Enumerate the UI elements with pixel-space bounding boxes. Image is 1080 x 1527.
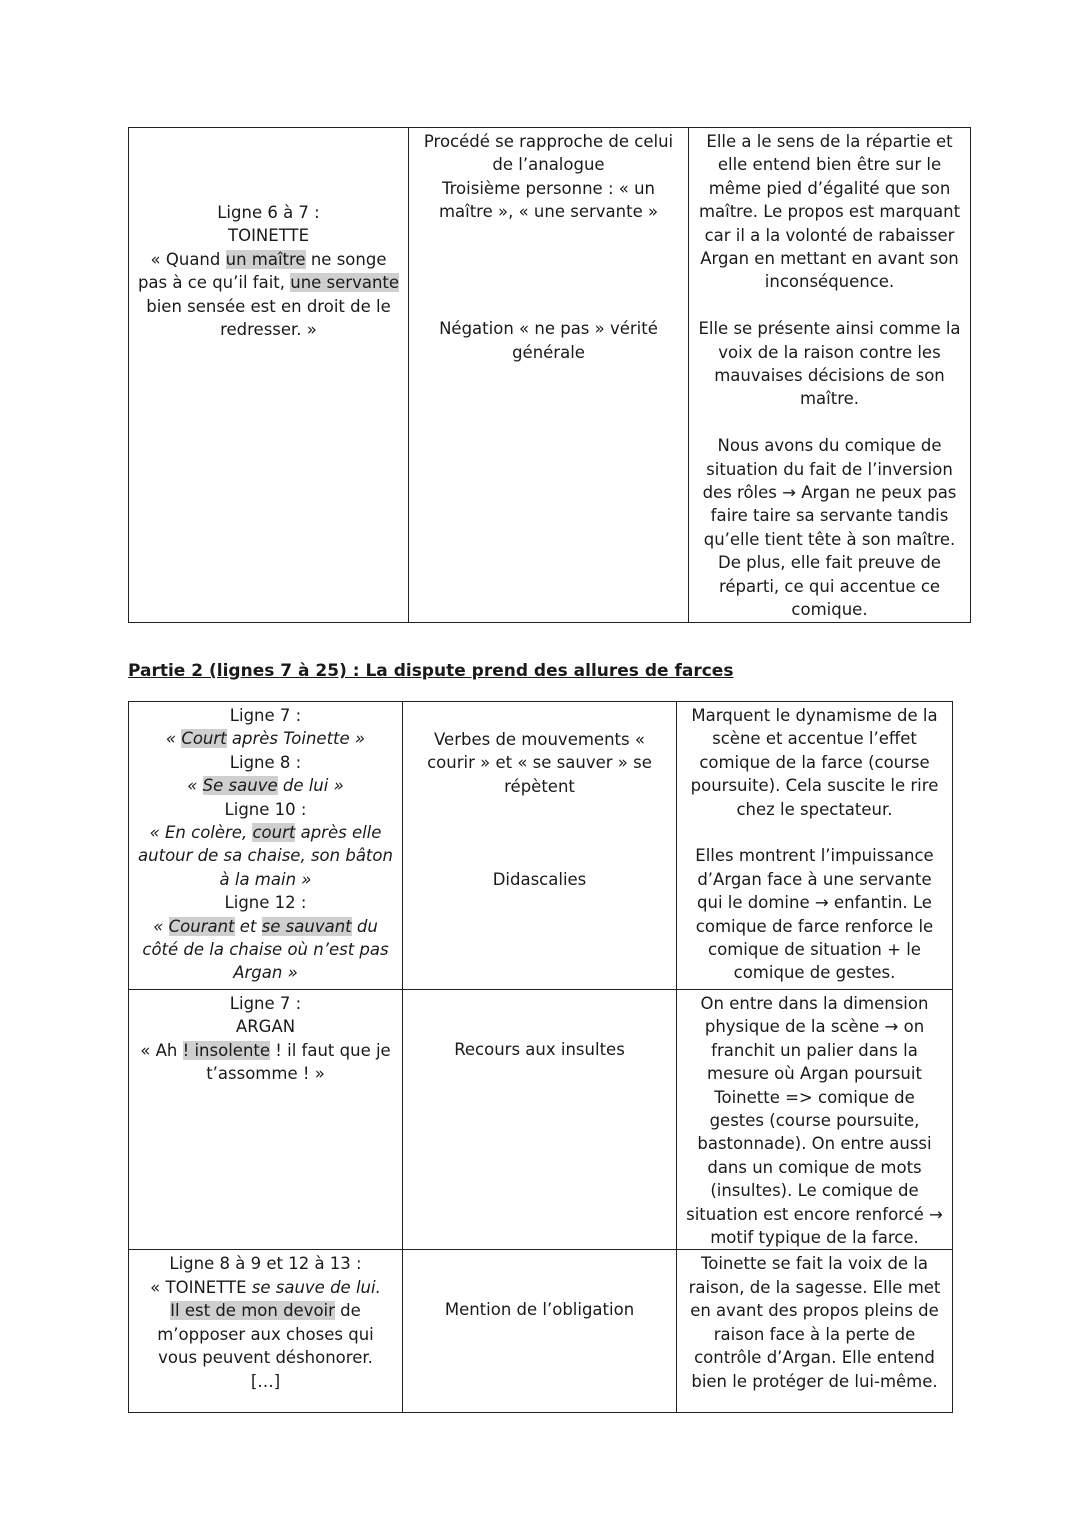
highlight: Se sauve [202, 776, 278, 796]
table-row [129, 128, 971, 623]
interpretation-cell [689, 128, 971, 623]
highlight: se sauvant [261, 916, 352, 936]
interpretation-text: On entre dans la dimension physique de la scène → on franchit un palier dans la mesure où Argan poursuit Toinette => comique de gestes (course poursuite, bastonnade). On entre aussi dans un comique de mots (insultes). Le comique de situation est encore renforcé → motif typique de la farce. [686, 994, 943, 1248]
analysis-table-part1 [128, 127, 971, 623]
device-text: Négation « ne pas » vérité générale [439, 319, 658, 362]
highlight: un maître [225, 249, 306, 269]
quote-text: « Quand un maître ne songe pas à ce qu’il fait, une servante bien sensée est en droit de le redresser. » [137, 249, 400, 340]
device-text: Recours aux insultes [454, 1040, 625, 1059]
highlight: ! insolente [182, 1040, 271, 1060]
speaker-name: TOINETTE [228, 226, 309, 246]
interpretation-text: Elle a le sens de la répartie et elle entend bien être sur le même pied d’égalité que son maître. Le propos est marquant car il a la volonté de rabaisser Argan en mettant en avant son inconséquence. [698, 132, 961, 292]
interpretation-cell [677, 702, 953, 990]
quote-cell [129, 1250, 403, 1413]
interpretation-text: Elles montrent l’impuissance d’Argan face à une servante qui le domine → enfantin. Le comique de farce renforce le comique de situation + le comique de gestes. [695, 846, 934, 983]
quote-cell [129, 128, 409, 623]
device-text: Didascalies [492, 870, 587, 890]
table-row [129, 702, 953, 990]
ellipsis: […] [250, 1371, 281, 1391]
quote-text: « Courant et se sauvant du côté de la chaise où n’est pas Argan » [142, 916, 389, 983]
highlight: Courant [168, 916, 235, 936]
device-text: Procédé se rapproche de celui de l’analogue [423, 132, 674, 175]
section-heading: Partie 2 (lignes 7 à 25) : La dispute prend des allures de farces [128, 661, 734, 681]
highlight: Il est de mon devoir [170, 1301, 335, 1321]
highlight: Court [181, 729, 227, 749]
device-cell [403, 702, 677, 990]
quote-text: « Court après Toinette » [165, 729, 366, 749]
quote-cell [129, 702, 403, 990]
analysis-table-part2 [128, 701, 953, 1413]
quote-text: « TOINETTE se sauve de lui. [150, 1277, 381, 1297]
line-reference: Ligne 6 à 7 : [217, 203, 320, 222]
interpretation-text: Marquent le dynamisme de la scène et accentue l’effet comique de la farce (course poursuite). Cela suscite le rire chez le spectateur. [690, 706, 939, 819]
table-row [129, 990, 953, 1250]
quote-cell [129, 990, 403, 1250]
quote-text: Il est de mon devoir de m’opposer aux choses qui vous peuvent déshonorer. [157, 1301, 374, 1368]
line-reference: Ligne 8 : [229, 752, 302, 772]
device-text: Troisième personne : « un maître », « une servante » [438, 178, 659, 222]
interpretation-text: Toinette se fait la voix de la raison, de la sagesse. Elle met en avant des propos pleins de raison face à la perte de contrôle d’Argan. Elle entend bien le protéger de lui-même. [688, 1254, 941, 1391]
line-reference: Ligne 8 à 9 et 12 à 13 : [169, 1254, 362, 1274]
device-cell [403, 1250, 677, 1413]
quote-text: « Se sauve de lui » [187, 776, 344, 796]
line-reference: Ligne 10 : [224, 799, 307, 819]
interpretation-text: Elle se présente ainsi comme la voix de la raison contre les mauvaises décisions de son maître. [698, 319, 961, 409]
line-reference: Ligne 7 : [229, 994, 302, 1013]
device-cell [403, 990, 677, 1250]
interpretation-cell [677, 1250, 953, 1413]
highlight: court [252, 823, 296, 843]
device-text: Verbes de mouvements « courir » et « se sauver » se répètent [427, 730, 652, 796]
quote-text: « Ah ! insolente ! il faut que je t’assomme ! » [140, 1040, 391, 1084]
quote-text: « En colère, court après elle autour de sa chaise, son bâton à la main » [138, 823, 393, 889]
speaker-name: ARGAN [235, 1017, 296, 1037]
table-row [129, 1250, 953, 1413]
highlight: une servante [290, 273, 400, 293]
interpretation-cell [677, 990, 953, 1250]
line-reference: Ligne 12 : [224, 893, 307, 913]
line-reference: Ligne 7 : [229, 706, 302, 725]
interpretation-text: Nous avons du comique de situation du fait de l’inversion des rôles → Argan ne peux pas faire taire sa servante tandis qu’elle tient tête à son maître. De plus, elle fait preuve de réparti, ce qui accentue ce comique. [702, 436, 957, 620]
device-cell [409, 128, 689, 623]
device-text: Mention de l’obligation [444, 1300, 635, 1320]
